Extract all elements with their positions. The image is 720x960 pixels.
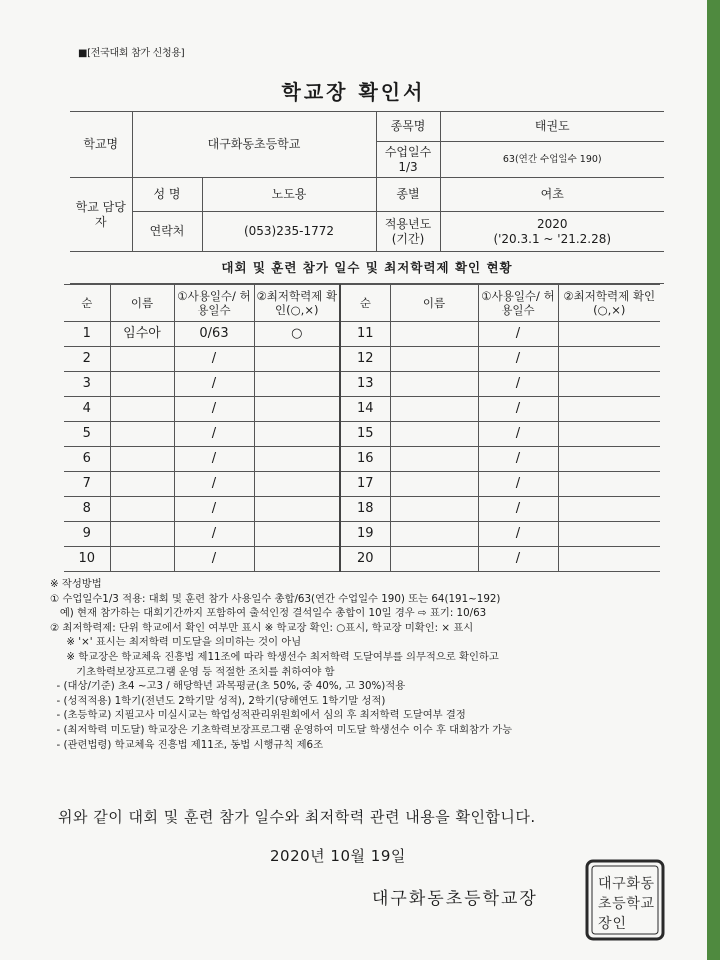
header-name: 이름 [390, 285, 478, 322]
row-name [390, 522, 478, 547]
table-row [64, 547, 660, 572]
row-days: / [174, 447, 254, 472]
row-days: / [174, 547, 254, 572]
row-check [254, 472, 340, 497]
row-no: 13 [340, 372, 390, 397]
row-check [558, 347, 660, 372]
table-row [64, 472, 660, 497]
table-row [64, 397, 660, 422]
row-no: 8 [64, 497, 110, 522]
roster-header-row [64, 285, 660, 322]
note-line: ※ 학교장은 학교체육 진흥법 제11조에 따라 학생선수 최저학력 도달여부를 의무적으로 확인하고 [50, 650, 499, 663]
row-name [110, 547, 174, 572]
row-check [558, 372, 660, 397]
confirmation-text: 위와 같이 대회 및 훈련 참가 일수와 최저학력 관련 내용을 확인합니다. [58, 808, 536, 826]
row-days: / [174, 422, 254, 447]
section-title: 대회 및 훈련 참가 일수 및 최저학력제 확인 현황 [70, 253, 664, 284]
row-no: 7 [64, 472, 110, 497]
year-label: 적용년도 (기간) [376, 212, 440, 252]
row-name [390, 472, 478, 497]
note-line: ※ '×' 표시는 최저학력 미도달을 의미하는 것이 아님 [50, 636, 302, 649]
year-cell [440, 212, 664, 252]
row-check [254, 447, 340, 472]
sport-label: 종목명 [376, 112, 440, 142]
document-title: 학교장 확인서 [281, 80, 426, 104]
row-check [254, 397, 340, 422]
school-info-table [70, 111, 664, 252]
row-days: / [478, 522, 558, 547]
note-line: ① 수업일수1/3 적용: 대회 및 훈련 참가 사용일수 총합/63(연간 수업일수 190) 또는 64(191~192) [50, 592, 501, 605]
days-label: 수업일수 1/3 [376, 142, 440, 178]
staff-label: 학교 담당자 [70, 178, 132, 252]
row-no: 10 [64, 547, 110, 572]
row-days: / [478, 347, 558, 372]
row-name: 임수아 [110, 322, 174, 347]
note-line: 예) 현재 참가하는 대회기간까지 포함하여 출석인정 결석일수 총합이 10일 경우 ⇨ 표기: 10/63 [50, 607, 487, 620]
table-row [64, 372, 660, 397]
sport-value: 태권도 [440, 112, 664, 142]
note-line: ※ 작성방법 [50, 578, 102, 590]
row-no: 2 [64, 347, 110, 372]
row-check [558, 322, 660, 347]
row-no: 1 [64, 322, 110, 347]
name-label: 성 명 [132, 178, 202, 212]
document-date: 2020년 10월 19일 [270, 847, 406, 865]
header-days: ①사용일수/ 허용일수 [174, 285, 254, 322]
note-line: - (초등학교) 지필고사 미실시교는 학업성적관리위원회에서 심의 후 최저학력 도달여부 결정 [50, 709, 466, 722]
row-check [558, 472, 660, 497]
row-no: 20 [340, 547, 390, 572]
row-check [558, 547, 660, 572]
row-check [254, 547, 340, 572]
school-label: 학교명 [70, 112, 132, 178]
seal-glyph-line: 대구화동 [598, 876, 654, 892]
category-label: 종별 [376, 178, 440, 212]
note-line: 기초학력보장프로그램 운영 등 적절한 조치를 취하여야 함 [50, 665, 335, 678]
row-name [110, 422, 174, 447]
row-name [390, 372, 478, 397]
row-days: / [478, 472, 558, 497]
row-name [390, 322, 478, 347]
category-value: 여초 [440, 178, 664, 212]
table-row [64, 522, 660, 547]
row-check [558, 522, 660, 547]
roster-table [64, 284, 660, 572]
table-row [64, 422, 660, 447]
table-row [64, 447, 660, 472]
note-line: - (대상/기준) 초4 ~고3 / 해당학년 과목평균(초 50%, 중 40%, 고 30%)적용 [50, 680, 406, 693]
row-check [254, 347, 340, 372]
row-name [390, 347, 478, 372]
seal-glyph-line: 초등학교 [598, 896, 654, 912]
row-days: / [174, 397, 254, 422]
row-no: 5 [64, 422, 110, 447]
days-value: 63(연간 수업일수 190) [440, 142, 664, 178]
year-value: 2020 [536, 216, 568, 231]
row-check [254, 372, 340, 397]
row-no: 17 [340, 472, 390, 497]
row-name [110, 347, 174, 372]
period-value: ('20.3.1 ~ '21.2.28) [493, 231, 612, 246]
header-check: ②최저학력제 확인(○,×) [254, 285, 340, 322]
row-name [110, 472, 174, 497]
row-name [110, 497, 174, 522]
row-no: 15 [340, 422, 390, 447]
row-no: 16 [340, 447, 390, 472]
header-no: 순 [64, 285, 110, 322]
note-line: - (관련법령) 학교체육 진흥법 제11조, 동법 시행규칙 제6조 [50, 738, 324, 751]
row-days: / [174, 522, 254, 547]
principal-signature: 대구화동초등학교장 [372, 889, 538, 909]
row-check [558, 422, 660, 447]
contact-label: 연락처 [132, 212, 202, 252]
row-days: / [478, 397, 558, 422]
row-name [110, 372, 174, 397]
row-no: 18 [340, 497, 390, 522]
row-days: / [478, 322, 558, 347]
notes-block [50, 577, 690, 752]
row-name [390, 547, 478, 572]
row-no: 4 [64, 397, 110, 422]
header-name: 이름 [110, 285, 174, 322]
header-check: ②최저학력제 확인(○,×) [558, 285, 660, 322]
row-no: 19 [340, 522, 390, 547]
table-row [64, 497, 660, 522]
header-days: ①사용일수/ 허용일수 [478, 285, 558, 322]
row-days: / [478, 422, 558, 447]
row-check: ○ [254, 322, 340, 347]
row-name [390, 447, 478, 472]
school-seal-stamp [584, 858, 666, 942]
row-no: 9 [64, 522, 110, 547]
note-line: - (성적적용) 1학기(전년도 2학기말 성적), 2학기(당해연도 1학기말 성적) [50, 694, 386, 707]
row-days: / [174, 497, 254, 522]
row-check [558, 447, 660, 472]
row-days: / [478, 372, 558, 397]
row-no: 14 [340, 397, 390, 422]
row-days: 0/63 [174, 322, 254, 347]
form-tag: ■[전국대회 참가 신청용] [78, 48, 185, 59]
row-name [110, 447, 174, 472]
table-row [64, 322, 660, 347]
row-check [558, 497, 660, 522]
row-name [390, 497, 478, 522]
row-days: / [478, 547, 558, 572]
seal-glyph-line: 장인 [598, 916, 626, 932]
row-days: / [174, 347, 254, 372]
row-no: 6 [64, 447, 110, 472]
note-line: ② 최저학력제: 단위 학교에서 확인 여부만 표시 ※ 학교장 확인: ○표시, 학교장 미확인: × 표시 [50, 621, 474, 634]
row-name [390, 422, 478, 447]
row-name [110, 397, 174, 422]
row-days: / [174, 372, 254, 397]
row-check [558, 397, 660, 422]
contact-value: (053)235-1772 [202, 212, 376, 252]
name-value: 노도용 [202, 178, 376, 212]
row-no: 3 [64, 372, 110, 397]
row-no: 12 [340, 347, 390, 372]
table-row [64, 347, 660, 372]
school-value: 대구화동초등학교 [132, 112, 376, 178]
row-days: / [478, 497, 558, 522]
row-name [110, 522, 174, 547]
row-days: / [174, 472, 254, 497]
row-name [390, 397, 478, 422]
row-check [254, 422, 340, 447]
header-no: 순 [340, 285, 390, 322]
row-no: 11 [340, 322, 390, 347]
row-check [254, 522, 340, 547]
row-check [254, 497, 340, 522]
note-line: - (최저학력 미도달) 학교장은 기초학력보장프로그램 운영하여 미도달 학생선수 이수 후 대회참가 가능 [50, 723, 513, 736]
row-days: / [478, 447, 558, 472]
